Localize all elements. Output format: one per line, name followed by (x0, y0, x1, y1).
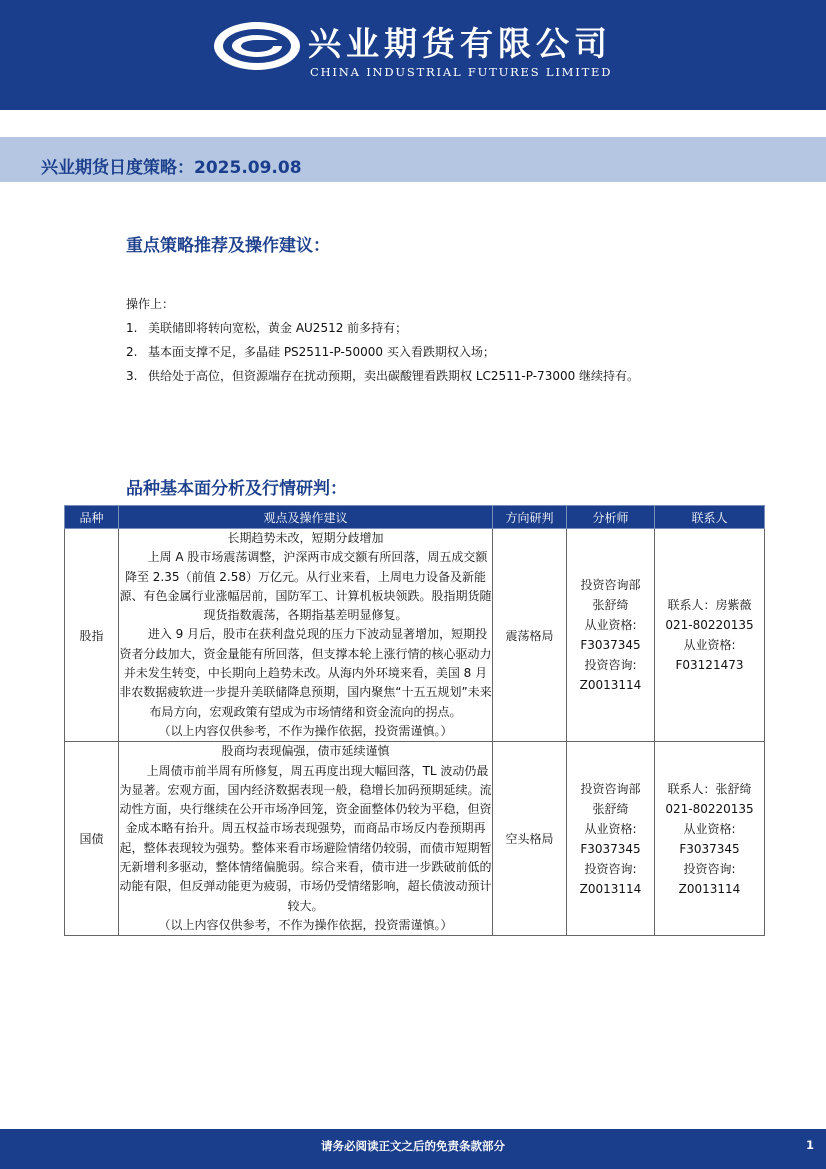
direction-cell: 空头格局 (493, 742, 567, 936)
view-paragraph: 上周 A 股市场震荡调整，沪深两市成交额有所回落，周五成交额降至 2.35（前值 2.58）万亿元。从行业来看，上周电力设备及新能源、有色金属行业涨幅居前，国防军工、计算机板块领跌。股指期货随现货指数震荡，各期指基差明显修复。 (119, 550, 492, 623)
analyst-line: 投资咨询: (584, 861, 637, 876)
view-paragraph: 上周债市前半周有所修复，周五再度出现大幅回落，TL 波动仍最为显著。宏观方面，国内经济数据表现一般，稳增长加码预期延续。流动性方面，央行继续在公开市场净回笼，资金面整体仍较为平稳，但资金成本略有抬升。周五权益市场表现强势，而商品市场反内卷预期再起，整体表现较为强势。整体来看市场避险情绪仍较弱，而债市短期暂无新增利多驱动，整体情绪偏脆弱。综合来看，债市进一步跌破前低的动能有限，但反弹动能更为疲弱，市场仍受情绪影响，超长债波动预计较大。 (119, 763, 492, 913)
contact-line: 021-80220135 (665, 801, 754, 816)
contact-line: 投资咨询: (683, 861, 736, 876)
analyst-line: 投资咨询: (584, 658, 637, 673)
company-name-cn: 兴业期货有限公司 (308, 24, 612, 63)
contact-line: Z0013114 (678, 881, 741, 896)
view-cell (119, 742, 493, 936)
header-analyst: 分析师 (567, 506, 655, 529)
operation-item (126, 364, 639, 388)
section-title-strategy: 重点策略推荐及操作建议： (126, 236, 330, 256)
contact-line: 021-80220135 (665, 618, 754, 633)
analyst-line: 张舒绮 (592, 801, 629, 816)
contact-line: 联系人：房紫薇 (667, 598, 752, 613)
view-disclaimer: （以上内容仅供参考，不作为操作依据，投资需谨慎。） (158, 723, 453, 738)
header-contact: 联系人 (655, 506, 765, 529)
table-row (65, 529, 765, 742)
operation-list (126, 292, 639, 388)
table-header-row (65, 506, 765, 529)
header-direction: 方向研判 (493, 506, 567, 529)
header-view: 观点及操作建议 (119, 506, 493, 529)
item-number: 2. (126, 345, 138, 359)
company-name-en: CHINA INDUSTRIAL FUTURES LIMITED (310, 65, 613, 79)
analyst-line: 从业资格: (584, 821, 637, 836)
item-text: 美联储即将转向宽松，黄金 AU2512 前多持有； (148, 321, 408, 335)
variety-cell: 股指 (65, 529, 119, 742)
item-number: 1. (126, 321, 138, 335)
contact-line: 从业资格: (683, 821, 736, 836)
analyst-line: 从业资格: (584, 618, 637, 633)
item-text: 基本面支撑不足，多晶硅 PS2511-P-50000 买入看跌期权入场； (148, 345, 495, 359)
operation-intro: 操作上： (126, 297, 175, 311)
analyst-line: 投资咨询部 (580, 781, 641, 796)
view-disclaimer: （以上内容仅供参考，不作为操作依据，投资需谨慎。） (158, 917, 453, 932)
contact-line: 联系人：张舒绮 (667, 781, 752, 796)
contact-line: 从业资格: (683, 638, 736, 653)
contact-cell (655, 742, 765, 936)
contact-line: F3037345 (679, 841, 740, 856)
view-subtitle: 长期趋势未改，短期分歧增加 (227, 531, 384, 545)
view-cell (119, 529, 493, 742)
item-number: 3. (126, 369, 138, 383)
variety-cell: 国债 (65, 742, 119, 936)
view-paragraph: 进入 9 月后，股市在获利盘兑现的压力下波动显著增加，短期投资者分歧加大，资金量能有所回落，但支撑本轮上涨行情的核心驱动力并未发生转变，中长期向上趋势未改。从海内外环境来看，美国 8 月非农数据疲软进一步提升美联储降息预期，国内聚焦“十五五规划”未来布局方向，宏观政策有望成为市场情绪和资金流向的拐点。 (119, 627, 492, 719)
analyst-line: Z0013114 (579, 881, 642, 896)
analyst-cell (567, 529, 655, 742)
report-title: 兴业期货日度策略：2025.09.08 (41, 158, 302, 178)
item-text: 供给处于高位，但资源端存在扰动预期，卖出碳酸锂看跌期权 LC2511-P-73000 继续持有。 (148, 369, 640, 383)
analyst-line: 张舒绮 (592, 598, 629, 613)
header-variety: 品种 (65, 506, 119, 529)
company-logo-icon (212, 20, 302, 72)
section-title-analysis: 品种基本面分析及行情研判： (126, 479, 347, 499)
operation-item (126, 340, 639, 364)
table-row (65, 742, 765, 936)
operation-item (126, 316, 639, 340)
analyst-line: F3037345 (580, 638, 641, 653)
analysis-table (64, 505, 765, 936)
analyst-line: 投资咨询部 (580, 578, 641, 593)
view-subtitle: 股商均表现偏强，债市延续谨慎 (221, 744, 390, 759)
contact-line: F03121473 (675, 658, 744, 673)
direction-cell: 震荡格局 (493, 529, 567, 742)
analyst-cell (567, 742, 655, 936)
analyst-line: Z0013114 (579, 678, 642, 693)
analyst-line: F3037345 (580, 841, 641, 856)
footer-disclaimer: 请务必阅读正文之后的免责条款部分 (321, 1139, 505, 1153)
contact-cell (655, 529, 765, 742)
page-number: 1 (806, 1138, 815, 1152)
